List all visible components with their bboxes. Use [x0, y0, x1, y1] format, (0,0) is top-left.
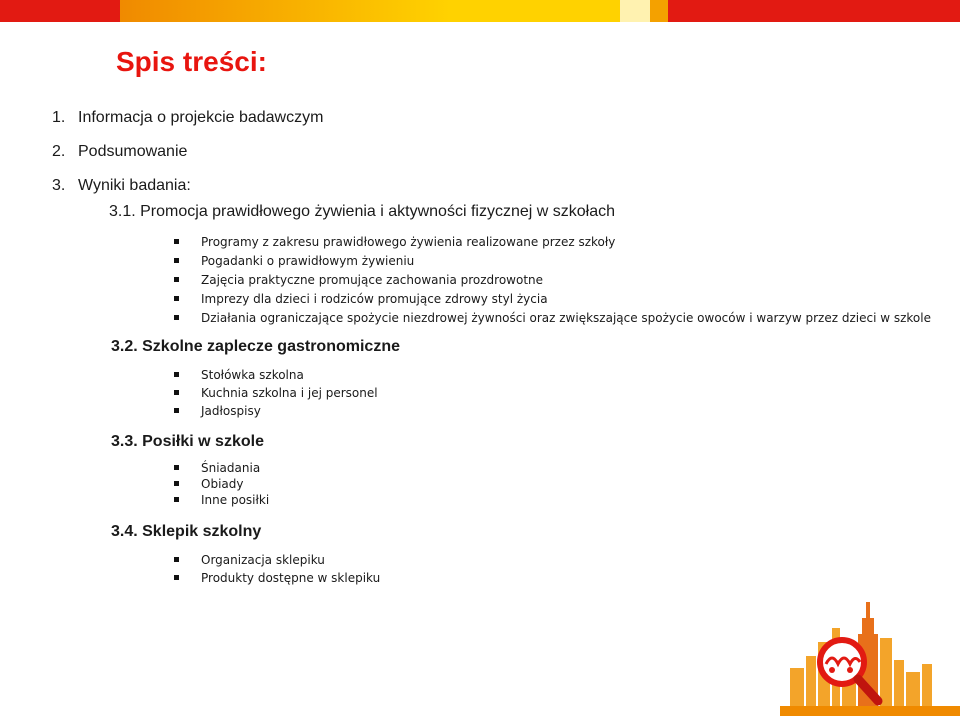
- toc-item-1: [52, 109, 323, 127]
- section-3-3-list: [174, 462, 269, 510]
- header-bar: [0, 0, 960, 22]
- section-3-2-list: [174, 369, 378, 423]
- list-item: Pogadanki o prawidłowym żywieniu: [174, 255, 931, 274]
- header-bar-red-right: [668, 0, 960, 22]
- toc-item-number: 3.: [52, 177, 66, 194]
- toc-item-2: [52, 143, 187, 161]
- list-item: Kuchnia szkolna i jej personel: [174, 387, 378, 405]
- page-title: Spis treści:: [116, 46, 267, 77]
- header-bar-gap: [620, 0, 650, 22]
- skyline-ground: [780, 706, 960, 716]
- toc-item-text: Wyniki badania:: [78, 177, 191, 194]
- section-heading-3-1: 3.1. Promocja prawidłowego żywienia i aktywności fizycznej w szkołach: [109, 203, 615, 220]
- list-item: Działania ograniczające spożycie niezdrowej żywności oraz zwiększające spożycie owoców i warzyw przez dzieci w szkole: [174, 312, 931, 331]
- list-item: Programy z zakresu prawidłowego żywienia realizowane przez szkoły: [174, 236, 931, 255]
- skyline-logo-illustration: [780, 598, 960, 716]
- list-item: Śniadania: [174, 462, 269, 478]
- list-item: Inne posiłki: [174, 494, 269, 510]
- section-3-4-list: [174, 554, 380, 590]
- list-item: Produkty dostępne w sklepiku: [174, 572, 380, 590]
- toc-item-number: 2.: [52, 143, 66, 160]
- header-bar-red-left: [0, 0, 120, 22]
- list-item: Organizacja sklepiku: [174, 554, 380, 572]
- section-heading-3-4: 3.4. Sklepik szkolny: [111, 523, 262, 540]
- list-item: Zajęcia praktyczne promujące zachowania prozdrowotne: [174, 274, 931, 293]
- header-bar-gradient: [120, 0, 450, 22]
- toc-item-3: [52, 177, 191, 195]
- header-bar-orange-block: [650, 0, 668, 22]
- toc-item-text: Informacja o projekcie badawczym: [78, 109, 324, 126]
- toc-item-text: Podsumowanie: [78, 143, 188, 160]
- list-item: Imprezy dla dzieci i rodziców promujące zdrowy styl życia: [174, 293, 931, 312]
- section-3-1-list: [174, 236, 931, 331]
- section-heading-3-2: 3.2. Szkolne zaplecze gastronomiczne: [111, 338, 400, 355]
- list-item: Jadłospisy: [174, 405, 378, 423]
- toc-item-number: 1.: [52, 109, 66, 126]
- section-heading-3-3: 3.3. Posiłki w szkole: [111, 433, 264, 450]
- list-item: Stołówka szkolna: [174, 369, 378, 387]
- header-bar-yellow: [450, 0, 620, 22]
- list-item: Obiady: [174, 478, 269, 494]
